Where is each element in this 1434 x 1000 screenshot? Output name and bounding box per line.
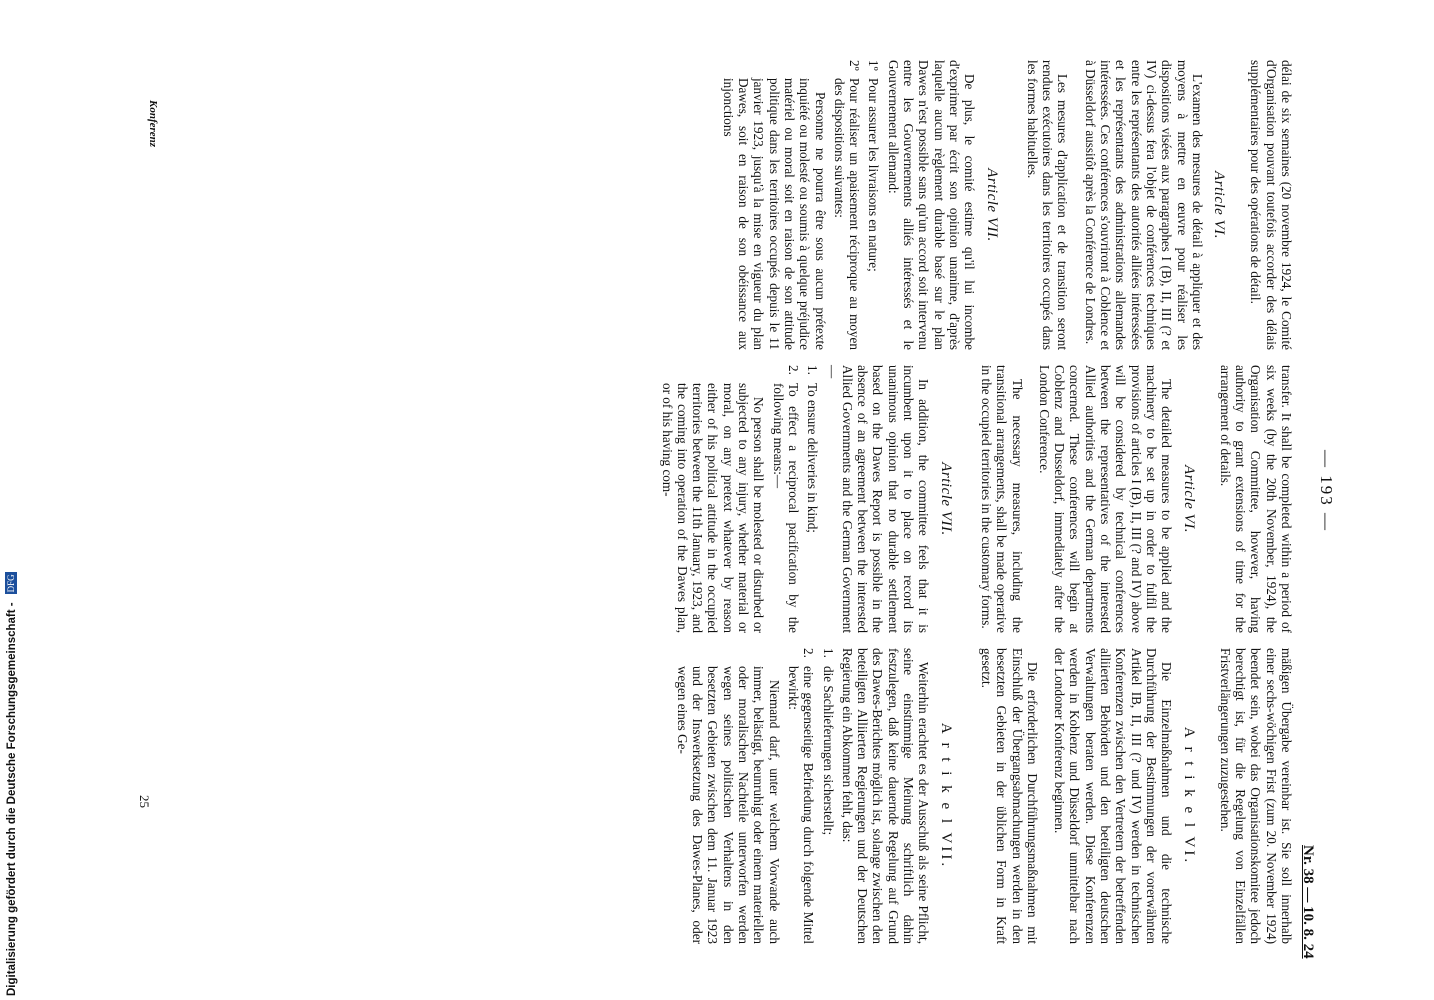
french-column <box>721 60 1295 350</box>
issue-reference: Nr. 38 — 10. 8. 24 <box>1300 845 1316 959</box>
french-article-6-heading: Article VI. <box>1211 171 1228 239</box>
english-article-7-heading: Article VII. <box>937 462 954 536</box>
english-article-6-heading: Article VI. <box>1180 465 1197 533</box>
english-article-6-paragraph-1: The detailed measures to be applied and the machinery to be set up in order to fulfil the provisions of articles I (B), II, III (? and IV) above will be considered by technical conferences between the representatives of the interested Allied authorities and the German departments concerned. These conferences will begin at Coblenz and Dusseldorf, immediately after the London Conference. <box>1036 365 1175 633</box>
english-item-1 <box>805 365 820 633</box>
german-top-paragraph: mäßigen Übergabe vereinbar ist. Sie soll innerhalb einer sechs-wöchigen Frist (zum 20. November 1924) beendet sein, wobei das Organisationskomitee jedoch berechtigt ist, für die Regelung von Einzelfällen Fristverlängerungen zuzugestehen. <box>1217 648 1294 944</box>
french-item-2-number: 2º <box>847 60 863 71</box>
french-item-1 <box>866 60 881 350</box>
german-article-6-paragraph-1: Die Einzelmaßnahmen und die technische Durchführung der Bestimmungen der vorerwähnten Artikel IB, II, III (? und IV) werden in technischen Konferenzen zwischen den Vertretern der betreffenden alliierten Behörden und den beteiligten deutschen Verwaltungen beraten werden. Diese Konferenzen werden in Koblenz und Düsseldorf unmittelbar nach der Londoner Konferenz beginnen. <box>1052 648 1175 944</box>
english-item-1-text: To ensure deliveries in kind; <box>805 383 821 533</box>
signature-mark: Konferenz <box>147 100 159 148</box>
french-item-2 <box>832 60 863 350</box>
german-item-1-number: 1. <box>820 648 836 658</box>
english-item-1-number: 1. <box>805 365 821 375</box>
english-column <box>659 365 1294 633</box>
german-article-6-paragraph-2: Die erforderlichen Durchführungsmaßnahmen mit Einschluß der Übergangsabmachungen werden in den besetzten Gebieten in der üblichen Form in Kraft gesetzt. <box>978 648 1040 944</box>
page-number: — 193 — <box>1317 450 1336 532</box>
french-article-7-heading: Article VII. <box>983 168 1000 242</box>
sheet-number: 25 <box>137 795 152 808</box>
german-column <box>675 648 1294 944</box>
french-article-7-paragraph-1: De plus, le comité estime qu'il lui incombe d'exprimer par écrit son opinion unanime, d'après laquelle aucun règlement durable basé sur le plan Dawes n'est possible sans qu'un accord soit intervenu entre les Gouvernements alliés intéressés et le Gouvernement allemand: <box>885 60 978 350</box>
english-item-2-text: To effect a reciprocal pacification by the following means:— <box>770 383 801 633</box>
english-article-7-paragraph-2: No person shall be molested or disturbed or subjected to any injury, whether material or moral, on any pretext whatever by reason either of his political attitude in the occupied territories between the 11th January, 1923, and the coming into operation of the Dawes plan, or of his having com- <box>659 383 767 633</box>
german-article-7-paragraph-1: Weiterhin erachtet es der Ausschuß als seine Pflicht, seine einstimmige Meinung schriftlich dahin festzulegen, daß keine dauernde Regelung auf Grund des Dawes-Berichtes möglich ist, solange zwischen den beteiligten Alliierten Regierungen und der Deutschen Regierung ein Abkommen fehlt, das: <box>839 648 932 944</box>
german-article-6-heading: A r t i k e l VI. <box>1180 726 1197 866</box>
french-article-6-paragraph-1: L'examen des mesures de détail à appliquer et des moyens à mettre en œuvre pour réaliser les dispositions visées aux paragraphes I (B), II, III (? et IV) ci-dessus fera l'objet de conférences techniques entre les représentants des autorités alliées intéressées et les représentants des administrations allemandes intéressées. Ces conférences s'ouvriront à Coblence et à Düsseldorf aussitôt après la Conférence de Londres. <box>1082 60 1205 350</box>
german-article-7-heading: A r t i k e l VII. <box>937 722 954 870</box>
german-article-7-paragraph-2: Niemand darf, unter welchem Vorwande auch immer, belästigt, beunruhigt oder einem materiellen oder moralischen Nachteile unterworfen werden wegen seines politischen Verhaltens in den besetzten Gebieten zwischen dem 11. Januar 1923 und der Inswerksetzung des Dawes-Planes, oder wegen eines Ge- <box>674 666 782 944</box>
english-article-7-paragraph-1: In addition, the committee feels that it is incumbent upon it to place on record its unanimous opinion that no durable settlement based on the Dawes Report is possible in the absence of an agreement between the interested Allied Governments and the German Government — <box>824 365 932 633</box>
english-item-2 <box>770 365 801 633</box>
french-item-1-number: 1º <box>866 60 882 71</box>
digitization-credit <box>2 0 22 1000</box>
english-article-6-paragraph-2: The necessary measures, including the transitional arrangements, shall be made operative in the occupied territories in the customary forms. <box>978 365 1025 633</box>
german-item-2 <box>786 648 817 944</box>
french-item-1-text: Pour assurer les livraisons en nature; <box>866 78 882 272</box>
dfg-logo-icon: DFG <box>6 574 17 593</box>
credit-text: Digitalisierung gefördert durch die Deutsche Forschungsgemeinschaft - <box>6 602 18 996</box>
german-item-1 <box>820 648 835 944</box>
english-item-2-number: 2. <box>785 365 801 375</box>
german-item-2-number: 2. <box>801 648 817 658</box>
french-top-paragraph: délai de six semaines (20 novembre 1924, le Comité d'Organisation pouvant toutefois accorder des délais supplémentaires pour des opérations de détail. <box>1248 60 1294 350</box>
french-article-7-paragraph-2: Personne ne pourra être sous aucun prétexte inquiété ou molesté ou soumis à quelque préjudice matériel ou moral soit en raison de son attitude politique dans les territoires occupés depuis le 11 janvier 1923, jusqu'à la mise en vigueur du plan Dawes, soit en raison de son obéissance aux injonctions <box>720 78 828 350</box>
german-item-2-text: eine gegenseitige Befriedung durch folgende Mittel bewirkt: <box>785 666 817 944</box>
french-article-6-paragraph-2: Les mesures d'application et de transition seront rendues exécutoires dans les territoires occupés dans les formes habituelles. <box>1024 60 1071 350</box>
french-item-2-text: Pour réaliser un apaisement réciproque au moyen des dispositions suivantes: <box>831 78 863 350</box>
german-item-1-text: die Sachlieferungen sicherstellt; <box>820 666 836 836</box>
english-top-paragraph: transfer. It shall be completed within a period of six weeks (by the 20th November, 1924), the Organisation Committee, however, having authority to grant extensions of time for the arrangement of details. <box>1217 365 1294 633</box>
